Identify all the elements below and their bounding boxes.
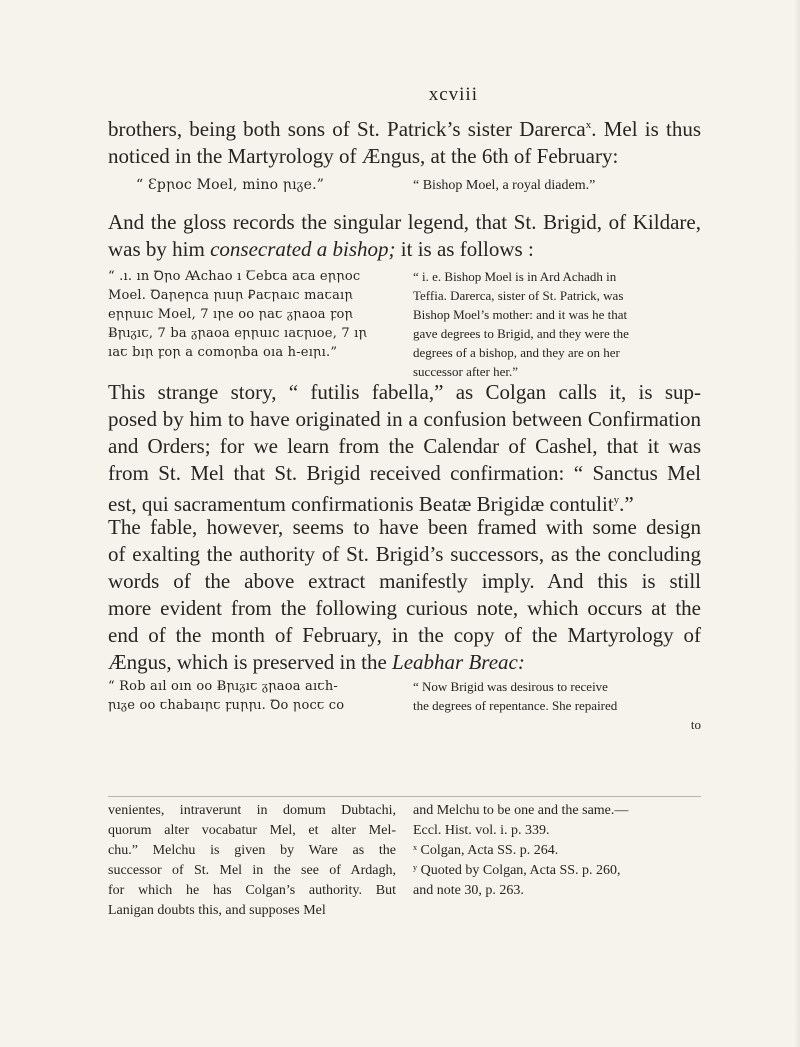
footnote-marker-x: x bbox=[585, 119, 592, 131]
emphasis: Leabhar Breac: bbox=[392, 650, 525, 674]
footnote-column-right: and Melchu to be one and the same.— Eccl. Hist. vol. i. p. 339. ˣ Colgan, Acta SS. p. 264. ʸ Quoted by Colgan, Acta SS. p. 260, and note 30, p. 263. bbox=[413, 801, 701, 921]
paragraph-line: from St. Mel that St. Brigid received confirmation: “ Sanctus Mel bbox=[108, 461, 701, 485]
page-number: xcviii bbox=[428, 84, 478, 105]
paragraph-line: This strange story, “ futilis fabella,” as Colgan calls it, is sup- bbox=[108, 380, 701, 404]
footnote-column-left: venientes, intraverunt in domum Dubtachi, quorum alter vocabatur Mel, et alter Mel- chu.” Melchu is given by Ware as the successor of St. Mel in the see of Ardagh, for which he has Colgan’s authority. But Lanigan doubts this, and supposes Mel bbox=[108, 803, 396, 918]
paragraph-2 bbox=[108, 209, 701, 263]
irish-note: “ Rob aıl oın oo Ƀꞃıᵹıꞇ ᵹꞃaoa aıꞇh- ꞃıᵹe oo ꞇhabaıꞃꞇ ꝼuꞃꞃı. Ꝺo ꞃocꞇ co bbox=[108, 679, 345, 713]
footnote-rule bbox=[108, 796, 701, 797]
catchword: to bbox=[690, 717, 701, 732]
paragraph-line: and Orders; for we learn from the Calendar of Cashel, that it was bbox=[108, 434, 701, 458]
paragraph-line: And the gloss records the singular legend, that St. Brigid, of Kildare, bbox=[108, 210, 701, 234]
paragraph-4 bbox=[108, 514, 701, 676]
page-header bbox=[0, 84, 800, 106]
footnote-marker-y: y bbox=[613, 494, 620, 506]
paragraph-line: end of the month of February, in the copy of the Martyrology of bbox=[108, 623, 701, 647]
paragraph-line: of exalting the authority of St. Brigid’s successors, as the concluding bbox=[108, 542, 701, 566]
paragraph-line: noticed in the Martyrology of Ængus, at the 6th of February: bbox=[108, 144, 619, 168]
paragraph-line: more evident from the following curious note, which occurs at the bbox=[108, 596, 701, 620]
footnotes bbox=[108, 801, 701, 921]
paragraph-line: est, qui sacramentum confirmationis Beatæ Brigidæ contulit$^y$.” bbox=[108, 492, 634, 516]
emphasis: consecrated a bishop; bbox=[210, 237, 396, 261]
paragraph-3 bbox=[108, 379, 701, 518]
english-note: “ Now Brigid was desirous to receive the degrees of repentance. She repaired to bbox=[413, 679, 701, 732]
irish-gloss: “ .ı. ın Ꝺꞃo Ꜳchao ı Ꞇebꞇa aꞇa eꞃꞃoc Moel. Ꝺaꞃeꞃca ꞃıuꞃ Ꝑaꞇꞃaıc maꞇaıꞃ eꞃꞃuıc Moel, 7 ıꞃe oo ꞃaꞇ ᵹꞃaoa ꝼoꞃ Ƀꞃıᵹıꞇ, 7 ba ᵹꞃaoa eꞃꞃuıc ıaꞇꞃıoe, 7 ıꞃ ıaꞇ bıꞃ ꝼoꞃ a comoꞃba oıa h-eıꞃı.” bbox=[108, 269, 368, 360]
paragraph-1 bbox=[108, 112, 701, 170]
paragraph-line: Ængus, which is preserved in the Leabhar Breac: bbox=[108, 650, 525, 674]
english-verse: “ Bishop Moel, a royal diadem.” bbox=[413, 178, 596, 193]
english-gloss: “ i. e. Bishop Moel is in Ard Achadh in Teffia. Darerca, sister of St. Patrick, was Bishop Moel’s mother: and it was he that gave degrees to Brigid, and they were the degrees of a bishop, and they are on her successor after her.” bbox=[413, 269, 629, 379]
page-edge-shadow bbox=[794, 0, 800, 1047]
paragraph-line: brothers, being both sons of St. Patrick’s sister Darerca$^x$. Mel is thus bbox=[108, 117, 701, 141]
paragraph-line: posed by him to have originated in a confusion between Confirmation bbox=[108, 407, 701, 431]
footnote-y: ʸ Quoted by Colgan, Acta SS. p. 260, bbox=[413, 863, 621, 878]
quote-3 bbox=[108, 677, 701, 734]
footnote-x: ˣ Colgan, Acta SS. p. 264. bbox=[413, 843, 559, 858]
irish-verse: “ Ɛpꞃoc Moel, mino ꞃıᵹe.” bbox=[136, 177, 325, 193]
paragraph-line: was by him consecrated a bishop; it is as follows : bbox=[108, 237, 534, 261]
quote-1 bbox=[108, 176, 701, 195]
paragraph-line: The fable, however, seems to have been framed with some design bbox=[108, 515, 701, 539]
quote-2 bbox=[108, 267, 701, 381]
paragraph-line: words of the above extract manifestly imply. And this is still bbox=[108, 569, 701, 593]
